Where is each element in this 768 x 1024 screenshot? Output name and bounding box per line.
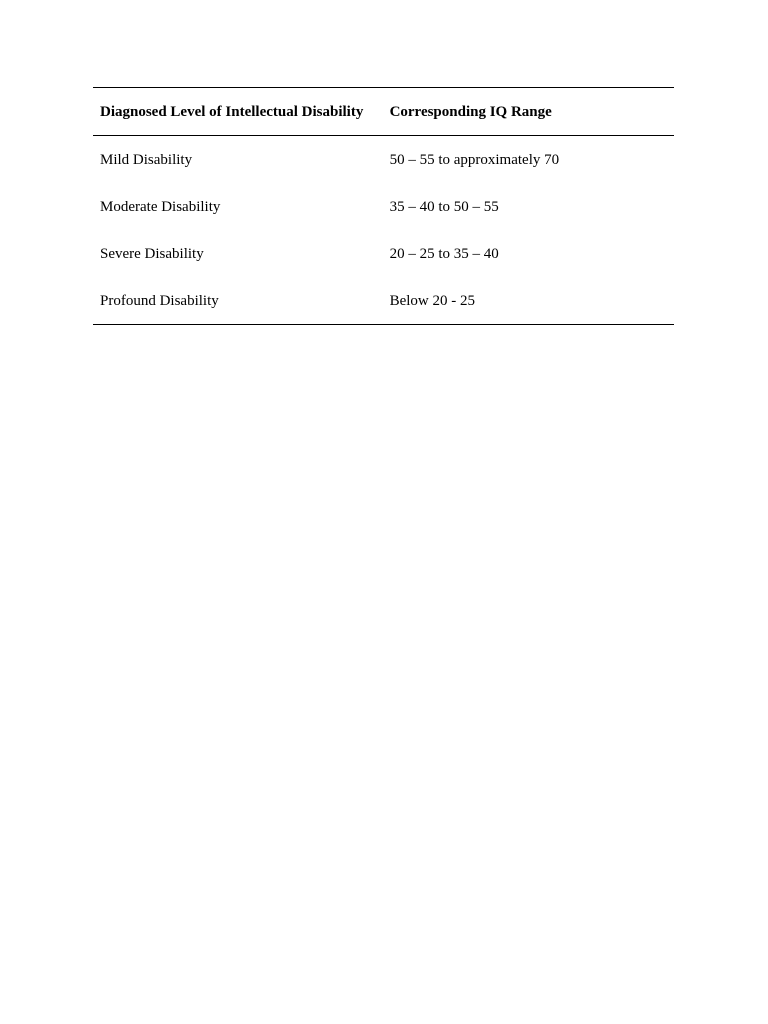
table-header-row [93,88,674,136]
iq-range-table [93,87,674,325]
cell-iq-range: 20 – 25 to 35 – 40 [389,245,499,262]
table-header [93,88,674,136]
cell-disability-level: Moderate Disability [100,198,221,215]
table-row [93,136,674,184]
cell-disability-level: Mild Disability [100,151,193,168]
cell-disability-level: Profound Disability [100,292,219,309]
cell-disability-level: Severe Disability [100,245,204,262]
table-row [93,183,674,230]
table-row [93,277,674,325]
cell-iq-range: 35 – 40 to 50 – 55 [389,198,499,215]
header-diagnosed-level: Diagnosed Level of Intellectual Disability [93,88,383,136]
header-iq-range: Corresponding IQ Range [383,88,674,136]
table-body [93,136,674,325]
cell-iq-range: Below 20 - 25 [389,292,475,309]
table-row [93,230,674,277]
cell-iq-range: 50 – 55 to approximately 70 [389,151,560,168]
